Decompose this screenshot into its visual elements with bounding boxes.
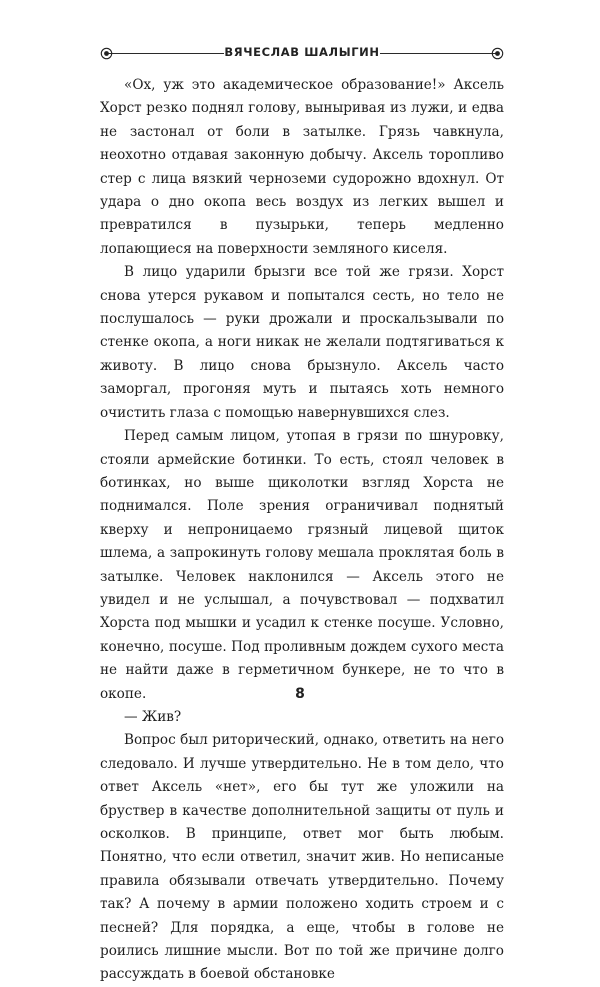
body-text <box>100 74 504 987</box>
ornament-icon <box>491 47 504 60</box>
running-header-author: ВЯЧЕСЛАВ ШАЛЫГИН <box>224 45 380 59</box>
paragraph: В лицо ударили брызги все той же грязи. Хорст снова утерся рукавом и попытался сесть, но тело не послушалось — руки дрожали и проскальзывали по стенке окопа, а ноги никак не желали подтягиваться к животу. В лицо снова брызнуло. Аксель часто заморгал, прогоняя муть и пытаясь хоть немного очистить глаза с помощью навернувшихся слез. <box>100 264 504 421</box>
paragraph: «Ох, уж это академическое образование!» Аксель Хорст резко поднял голову, выныривая из лужи, и едва не застонал от боли в затылке. Грязь чавкнула, неохотно отдавая законную добычу. Аксель торопливо стер с лица вязкий черноземи судорожно вдохнул. От удара о дно окопа весь воздух из легких вышел и превратился в пузырьки, теперь медленно лопающиеся на поверхности земляного киселя. <box>100 77 504 257</box>
page-number: 8 <box>295 686 305 702</box>
paragraph: Перед самым лицом, утопая в грязи по шнуровку, стояли армейские ботинки. То есть, стоял человек в ботинках, но выше щиколотки взгляд Хорста не поднимался. Поле зрения ограничивал поднятый кверху и непроницаемо грязный лицевой щиток шлема, а запрокинуть голову мешала проклятая боль в затылке. Человек наклонился — Аксель этого не увидел и не услышал, а почувствовал — подхватил Хорста под мышки и усадил к стенке посуше. Условно, конечно, посуше. Под проливным дождем сухого места не найти даже в герметичном бункере, не то что в окопе. <box>100 428 504 702</box>
header-rule-right <box>380 53 496 54</box>
running-header <box>100 44 504 64</box>
dialogue-line: — Жив? <box>124 708 182 725</box>
paragraph: Вопрос был риторический, однако, ответить на него следовало. И лучше утвердительно. Не в том дело, что ответ Аксель «нет», его бы тут же уложили на бруствер в качестве дополнительной защиты от пуль и осколков. В принципе, ответ мог быть любым. Понятно, что если ответил, значит жив. Но неписаные правила обязывали отвечать утвердительно. Почему так? А почему в армии положено ходить строем и с песней? Для порядка, а еще, чтобы в голове не роились лишние мысли. Вот по той же причине долго рассуждать в боевой обстановке <box>100 732 504 983</box>
